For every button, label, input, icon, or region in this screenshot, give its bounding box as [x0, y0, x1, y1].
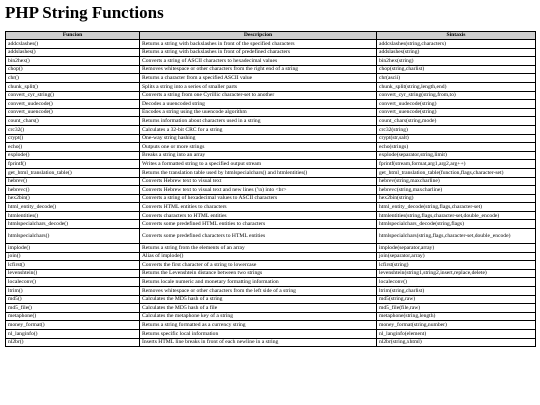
function-cell: money_format(): [6, 321, 140, 330]
function-cell: echo(): [6, 143, 140, 152]
function-cell: fprintf(): [6, 160, 140, 169]
description-cell: Decodes a uuencoded string: [140, 100, 377, 109]
table-row: [6, 194, 536, 203]
syntax-cell: chop(string,charlist): [377, 65, 536, 74]
description-cell: Inserts HTML line breaks in front of each newline in a string: [140, 338, 377, 347]
function-cell: count_chars(): [6, 117, 140, 126]
syntax-cell: nl_langinfo(element): [377, 330, 536, 339]
description-cell: Converts the first character of a string to lowercase: [140, 261, 377, 270]
syntax-cell: convert_uuencode(string): [377, 108, 536, 117]
syntax-cell: metaphone(string,length): [377, 312, 536, 321]
syntax-cell: bin2hex(string): [377, 57, 536, 66]
header-description: Descripcion: [140, 32, 377, 40]
table-row: [6, 117, 536, 126]
syntax-cell: join(separator,array): [377, 252, 536, 261]
table-row: [6, 65, 536, 74]
description-cell: Returns specific local information: [140, 330, 377, 339]
function-cell: explode(): [6, 151, 140, 160]
function-cell: addcslashes(): [6, 40, 140, 49]
table-row: [6, 220, 536, 229]
table-row: [6, 330, 536, 339]
syntax-cell: get_html_translation_table(function,flags,character-set): [377, 168, 536, 177]
function-cell: md5(): [6, 295, 140, 304]
table-row: [6, 211, 536, 220]
syntax-cell: money_format(string,number): [377, 321, 536, 330]
function-cell: bin2hex(): [6, 57, 140, 66]
header-syntax: Sintaxis: [377, 32, 536, 40]
syntax-cell: chr(ascii): [377, 74, 536, 83]
description-cell: Converts some predefined characters to HTML entities: [140, 229, 377, 244]
description-cell: Converts a string from one Cyrillic character-set to another: [140, 91, 377, 100]
function-cell: md5_file(): [6, 304, 140, 313]
table-row: [6, 143, 536, 152]
table-row: [6, 48, 536, 57]
description-cell: Converts a string of ASCII characters to hexadecimal values: [140, 57, 377, 66]
syntax-cell: explode(separator,string,limit): [377, 151, 536, 160]
table-row: [6, 108, 536, 117]
table-row: [6, 57, 536, 66]
syntax-cell: count_chars(string,mode): [377, 117, 536, 126]
description-cell: Returns a string from the elements of an array: [140, 244, 377, 253]
description-cell: Calculates the MD5 hash of a string: [140, 295, 377, 304]
function-cell: metaphone(): [6, 312, 140, 321]
description-cell: Returns the translation table used by htmlspecialchars() and htmlentities(): [140, 168, 377, 177]
syntax-cell: convert_uudecode(string): [377, 100, 536, 109]
table-row: [6, 160, 536, 169]
table-body: [6, 40, 536, 347]
table-row: [6, 278, 536, 287]
table-row: [6, 74, 536, 83]
function-cell: ltrim(): [6, 287, 140, 296]
function-cell: html_entity_decode(): [6, 203, 140, 212]
functions-table: [5, 31, 536, 347]
function-cell: htmlentities(): [6, 211, 140, 220]
table-row: [6, 186, 536, 195]
table-row: [6, 338, 536, 347]
syntax-cell: hebrevc(string,maxcharline): [377, 186, 536, 195]
function-cell: nl2br(): [6, 338, 140, 347]
table-row: [6, 261, 536, 270]
description-cell: Returns a string with backslashes in front of predefined characters: [140, 48, 377, 57]
description-cell: Calculates the MD5 hash of a file: [140, 304, 377, 313]
description-cell: Outputs one or more strings: [140, 143, 377, 152]
function-cell: nl_langinfo(): [6, 330, 140, 339]
function-cell: convert_uuencode(): [6, 108, 140, 117]
table-row: [6, 177, 536, 186]
description-cell: Converts characters to HTML entities: [140, 211, 377, 220]
description-cell: Alias of implode(): [140, 252, 377, 261]
description-cell: Returns locale numeric and monetary formatting information: [140, 278, 377, 287]
table-row: [6, 82, 536, 91]
function-cell: hex2bin(): [6, 194, 140, 203]
table-row: [6, 312, 536, 321]
description-cell: Encodes a string using the uuencode algorithm: [140, 108, 377, 117]
function-cell: levenshtein(): [6, 269, 140, 278]
function-cell: htmlspecialchars(): [6, 229, 140, 244]
function-cell: chr(): [6, 74, 140, 83]
function-cell: get_html_translation_table(): [6, 168, 140, 177]
syntax-cell: localeconv(): [377, 278, 536, 287]
function-cell: chop(): [6, 65, 140, 74]
description-cell: Returns a string with backslashes in front of the specified characters: [140, 40, 377, 49]
table-row: [6, 151, 536, 160]
description-cell: Converts Hebrew text to visual text: [140, 177, 377, 186]
page-title: PHP String Functions: [5, 3, 164, 22]
function-cell: localeconv(): [6, 278, 140, 287]
description-cell: Returns a string formatted as a currency string: [140, 321, 377, 330]
function-cell: lcfirst(): [6, 261, 140, 270]
description-cell: Breaks a string into an array: [140, 151, 377, 160]
function-cell: implode(): [6, 244, 140, 253]
syntax-cell: implode(separator,array): [377, 244, 536, 253]
syntax-cell: hebrev(string,maxcharline): [377, 177, 536, 186]
syntax-cell: htmlentities(string,flags,character-set,double_encode): [377, 211, 536, 220]
function-cell: hebrev(): [6, 177, 140, 186]
table-row: [6, 134, 536, 143]
syntax-cell: htmlspecialchars(string,flags,character-set,double_encode): [377, 229, 536, 244]
syntax-cell: addcslashes(string,characters): [377, 40, 536, 49]
syntax-cell: fprintf(stream,format,arg1,arg2,arg++): [377, 160, 536, 169]
function-cell: hebrevc(): [6, 186, 140, 195]
syntax-cell: crc32(string): [377, 125, 536, 134]
syntax-cell: crypt(str,salt): [377, 134, 536, 143]
syntax-cell: convert_cyr_string(string,from,to): [377, 91, 536, 100]
table-row: [6, 40, 536, 49]
function-cell: htmlspecialchars_decode(): [6, 220, 140, 229]
table-row: [6, 321, 536, 330]
table-row: [6, 203, 536, 212]
syntax-cell: levenshtein(string1,string2,insert,replace,delete): [377, 269, 536, 278]
function-cell: join(): [6, 252, 140, 261]
description-cell: Returns information about characters used in a string: [140, 117, 377, 126]
table-row: [6, 125, 536, 134]
description-cell: Converts HTML entities to characters: [140, 203, 377, 212]
description-cell: Converts some predefined HTML entities to characters: [140, 220, 377, 229]
table-row: [6, 244, 536, 253]
function-cell: addslashes(): [6, 48, 140, 57]
description-cell: Splits a string into a series of smaller parts: [140, 82, 377, 91]
function-cell: crc32(): [6, 125, 140, 134]
syntax-cell: lcfirst(string): [377, 261, 536, 270]
syntax-cell: htmlspecialchars_decode(string,flags): [377, 220, 536, 229]
description-cell: Converts a string of hexadecimal values to ASCII characters: [140, 194, 377, 203]
table-row: [6, 229, 536, 244]
table-row: [6, 168, 536, 177]
description-cell: Converts Hebrew text to visual text and new lines ('\n) into <br>: [140, 186, 377, 195]
description-cell: Returns the Levenshtein distance between two strings: [140, 269, 377, 278]
table-row: [6, 287, 536, 296]
table-row: [6, 269, 536, 278]
syntax-cell: hex2bin(string): [377, 194, 536, 203]
table-header-row: [6, 32, 536, 40]
description-cell: Writes a formatted string to a specified output stream: [140, 160, 377, 169]
function-cell: chunk_split(): [6, 82, 140, 91]
syntax-cell: nl2br(string,xhtml): [377, 338, 536, 347]
description-cell: Removes whitespace or other characters from the right end of a string: [140, 65, 377, 74]
table-row: [6, 91, 536, 100]
description-cell: Removes whitespace or other characters from the left side of a string: [140, 287, 377, 296]
table-row: [6, 252, 536, 261]
syntax-cell: html_entity_decode(string,flags,character-set): [377, 203, 536, 212]
description-cell: Calculates a 32-bit CRC for a string: [140, 125, 377, 134]
table-row: [6, 295, 536, 304]
syntax-cell: md5_file(file,raw): [377, 304, 536, 313]
function-cell: crypt(): [6, 134, 140, 143]
description-cell: One-way string hashing: [140, 134, 377, 143]
table-row: [6, 304, 536, 313]
function-cell: convert_uudecode(): [6, 100, 140, 109]
table-row: [6, 100, 536, 109]
syntax-cell: md5(string,raw): [377, 295, 536, 304]
syntax-cell: ltrim(string,charlist): [377, 287, 536, 296]
syntax-cell: chunk_split(string,length,end): [377, 82, 536, 91]
description-cell: Calculates the metaphone key of a string: [140, 312, 377, 321]
syntax-cell: echo(strings): [377, 143, 536, 152]
function-cell: convert_cyr_string(): [6, 91, 140, 100]
syntax-cell: addslashes(string): [377, 48, 536, 57]
header-function: Funcion: [6, 32, 140, 40]
description-cell: Returns a character from a specified ASCII value: [140, 74, 377, 83]
